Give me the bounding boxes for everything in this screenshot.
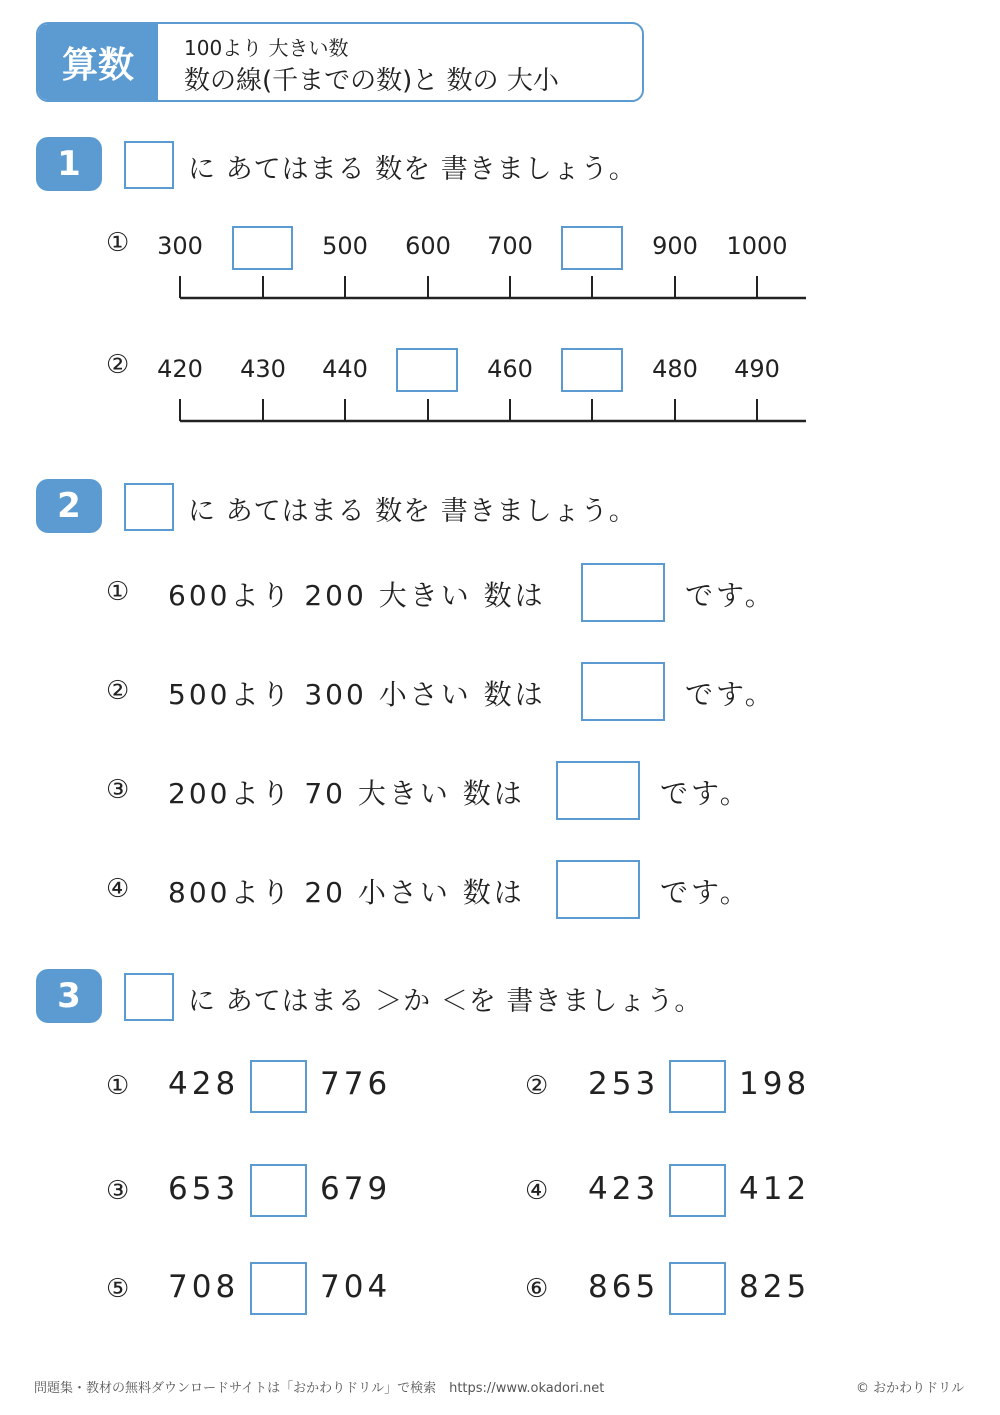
comparison-right: 825 — [739, 1269, 811, 1305]
question-marker: ① — [106, 577, 130, 607]
number-line-2-label: 480 — [652, 355, 698, 383]
section-number-2: 2 — [36, 479, 102, 533]
comparison-marker: ⑥ — [525, 1274, 549, 1304]
number-line-1-label: 600 — [405, 232, 451, 260]
number-line-1-label: 900 — [652, 232, 698, 260]
question-text: 200より 70 大きい 数は — [168, 777, 525, 810]
number-line-2-answer-box-1[interactable] — [396, 348, 458, 392]
comparison-marker: ⑤ — [106, 1274, 130, 1304]
comparison-answer-box[interactable] — [669, 1164, 726, 1217]
number-line-2-answer-box-2[interactable] — [561, 348, 623, 392]
question-suffix: です。 — [660, 876, 751, 909]
answer-box[interactable] — [581, 563, 665, 622]
section-2-instruction: に あてはまる 数を 書きましょう。 — [188, 496, 637, 527]
comparison-marker: ③ — [106, 1176, 130, 1206]
number-line-1-label: 300 — [157, 232, 203, 260]
question-marker: ③ — [106, 775, 130, 805]
number-line-2-label: 420 — [157, 355, 203, 383]
comparison-right: 198 — [739, 1066, 811, 1102]
answer-box[interactable] — [581, 662, 665, 721]
comparison-right: 704 — [320, 1269, 392, 1305]
number-line-1-marker: ① — [106, 228, 130, 258]
answer-box[interactable] — [556, 761, 640, 820]
section-number-1: 1 — [36, 137, 102, 191]
comparison-left: 653 — [168, 1171, 240, 1207]
section-1-instruction: に あてはまる 数を 書きましょう。 — [188, 154, 637, 185]
comparison-marker: ① — [106, 1071, 130, 1101]
comparison-answer-box[interactable] — [669, 1060, 726, 1113]
comparison-marker: ④ — [525, 1176, 549, 1206]
comparison-left: 253 — [588, 1066, 660, 1102]
number-line-1-label: 1000 — [726, 232, 788, 260]
question-text: 600より 200 大きい 数は — [168, 579, 546, 612]
section-number-3: 3 — [36, 969, 102, 1023]
footer-left-text: 問題集・教材の無料ダウンロードサイトは「おかわりドリル」で検索 https://www.okadori.net — [34, 1381, 605, 1396]
subject-badge: 算数 — [38, 24, 158, 100]
number-line-2-label: 490 — [734, 355, 780, 383]
number-line-1-answer-box-1[interactable] — [232, 226, 293, 270]
number-line-2-marker: ② — [106, 350, 130, 380]
question-marker: ② — [106, 676, 130, 706]
section-3-instruction: に あてはまる ＞か ＜を 書きましょう。 — [188, 986, 703, 1017]
question-text: 800より 20 小さい 数は — [168, 876, 525, 909]
instruction-sample-box-3 — [124, 973, 174, 1021]
question-marker: ④ — [106, 874, 130, 904]
instruction-sample-box-2 — [124, 483, 174, 531]
comparison-left: 708 — [168, 1269, 240, 1305]
comparison-answer-box[interactable] — [250, 1164, 307, 1217]
worksheet-subtitle: 100より 大きい数 — [184, 36, 349, 60]
question-suffix: です。 — [685, 579, 776, 612]
footer-copyright: © おかわりドリル — [856, 1381, 965, 1396]
comparison-left: 865 — [588, 1269, 660, 1305]
number-line-1-label: 700 — [487, 232, 533, 260]
worksheet-title: 数の線(千までの数)と 数の 大小 — [184, 66, 559, 96]
number-line-2 — [180, 399, 806, 421]
comparison-right: 679 — [320, 1171, 392, 1207]
comparison-marker: ② — [525, 1071, 549, 1101]
number-line-2-label: 440 — [322, 355, 368, 383]
question-suffix: です。 — [660, 777, 751, 810]
question-text: 500より 300 小さい 数は — [168, 678, 546, 711]
comparison-right: 412 — [739, 1171, 811, 1207]
comparison-right: 776 — [320, 1066, 392, 1102]
answer-box[interactable] — [556, 860, 640, 919]
number-line-2-label: 430 — [240, 355, 286, 383]
number-line-1-answer-box-2[interactable] — [561, 226, 623, 270]
question-suffix: です。 — [685, 678, 776, 711]
comparison-answer-box[interactable] — [250, 1262, 307, 1315]
comparison-left: 423 — [588, 1171, 660, 1207]
comparison-answer-box[interactable] — [250, 1060, 307, 1113]
comparison-answer-box[interactable] — [669, 1262, 726, 1315]
comparison-left: 428 — [168, 1066, 240, 1102]
number-line-1-label: 500 — [322, 232, 368, 260]
number-line-2-label: 460 — [487, 355, 533, 383]
number-line-1 — [180, 276, 806, 298]
